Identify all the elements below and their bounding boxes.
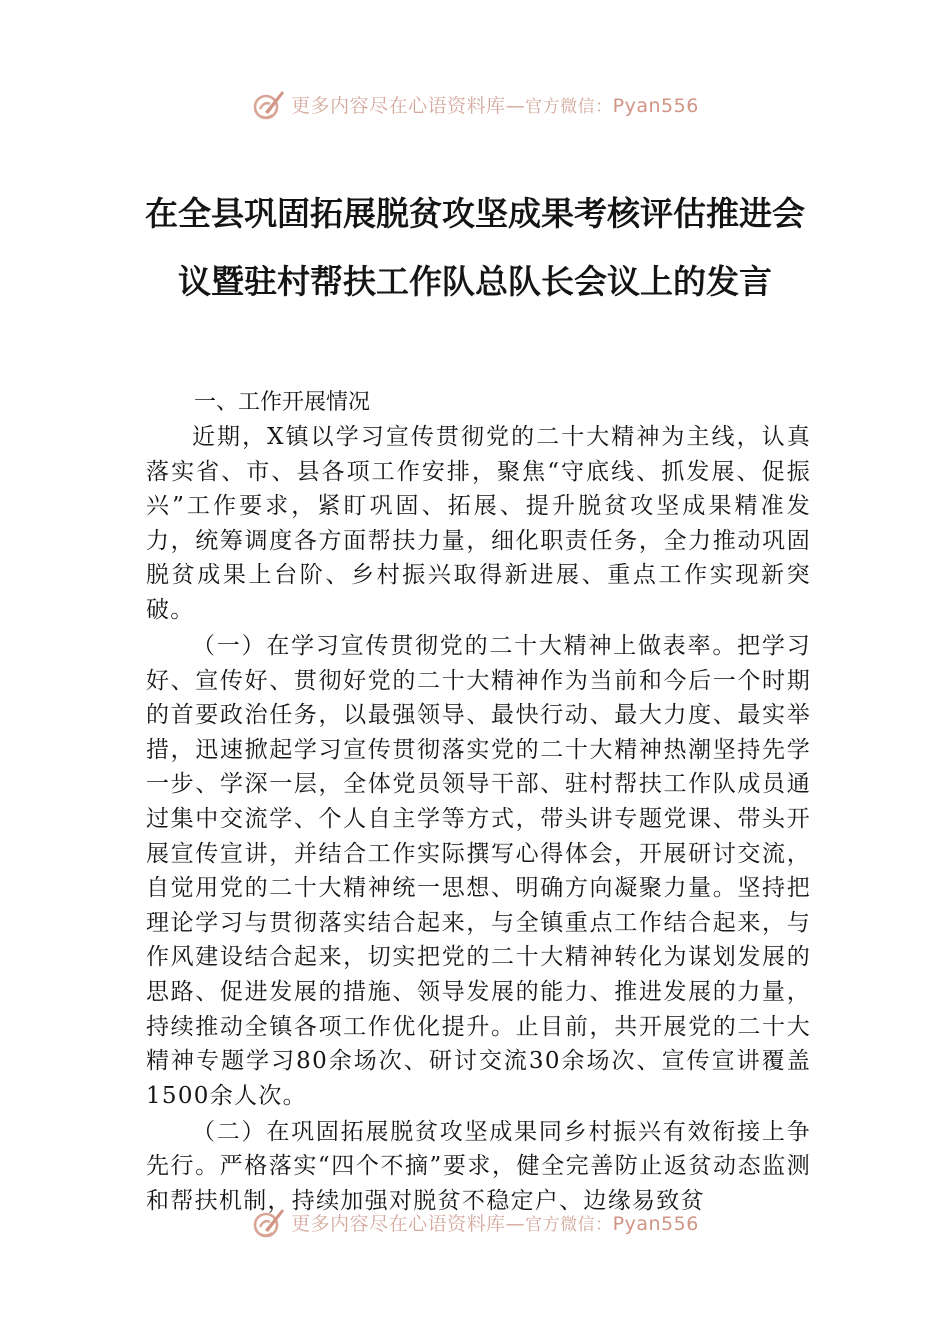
section-heading: 一、工作开展情况 <box>194 390 371 415</box>
watermark-text: 更多内容尽在心语资料库—官方微信：Pyan556 <box>291 1212 699 1235</box>
footer-watermark-banner <box>0 1200 950 1244</box>
quill-logo-icon <box>251 1204 287 1240</box>
document-body <box>146 420 811 1219</box>
document-title: 在全县巩固拓展脱贫攻坚成果考核评估推进会议暨驻村帮扶工作队总队长会议上的发言 <box>145 194 805 301</box>
quill-logo-icon <box>251 86 287 122</box>
paragraph: （二）在巩固拓展脱贫攻坚成果同乡村振兴有效衔接上争先行。严格落实“四个不摘”要求，健全完善防止返贫动态监测和帮扶机制，持续加强对脱贫不稳定户、边缘易致贫 <box>146 1118 811 1215</box>
watermark-text: 更多内容尽在心语资料库—官方微信：Pyan556 <box>291 94 699 117</box>
paragraph: 近期，X镇以学习宣传贯彻党的二十大精神为主线，认真落实省、市、县各项工作安排，聚焦“守底线、抓发展、促振兴”工作要求，紧盯巩固、拓展、提升脱贫攻坚成果精准发力，统筹调度各方面帮扶力量，细化职责任务，全力推动巩固脱贫成果上台阶、乡村振兴取得新进展、重点工作实现新突破。 <box>146 424 811 623</box>
header-watermark-banner <box>0 82 950 126</box>
paragraph: （一）在学习宣传贯彻党的二十大精神上做表率。把学习好、宣传好、贯彻好党的二十大精神作为当前和今后一个时期的首要政治任务，以最强领导、最快行动、最大力度、最实举措，迅速掀起学习宣传贯彻落实党的二十大精神热潮坚持先学一步、学深一层，全体党员领导干部、驻村帮扶工作队成员通过集中交流学、个人自主学等方式，带头讲专题党课、带头开展宣传宣讲，并结合工作实际撰写心得体会，开展研讨交流，自觉用党的二十大精神统一思想、明确方向凝聚力量。坚持把理论学习与贯彻落实结合起来，与全镇重点工作结合起来，与作风建设结合起来，切实把党的二十大精神转化为谋划发展的思路、促进发展的措施、领导发展的能力、推进发展的力量，持续推动全镇各项工作优化提升。止目前，共开展党的二十大精神专题学习80余场次、研讨交流30余场次、宣传宣讲覆盖1500余人次。 <box>146 633 811 1109</box>
